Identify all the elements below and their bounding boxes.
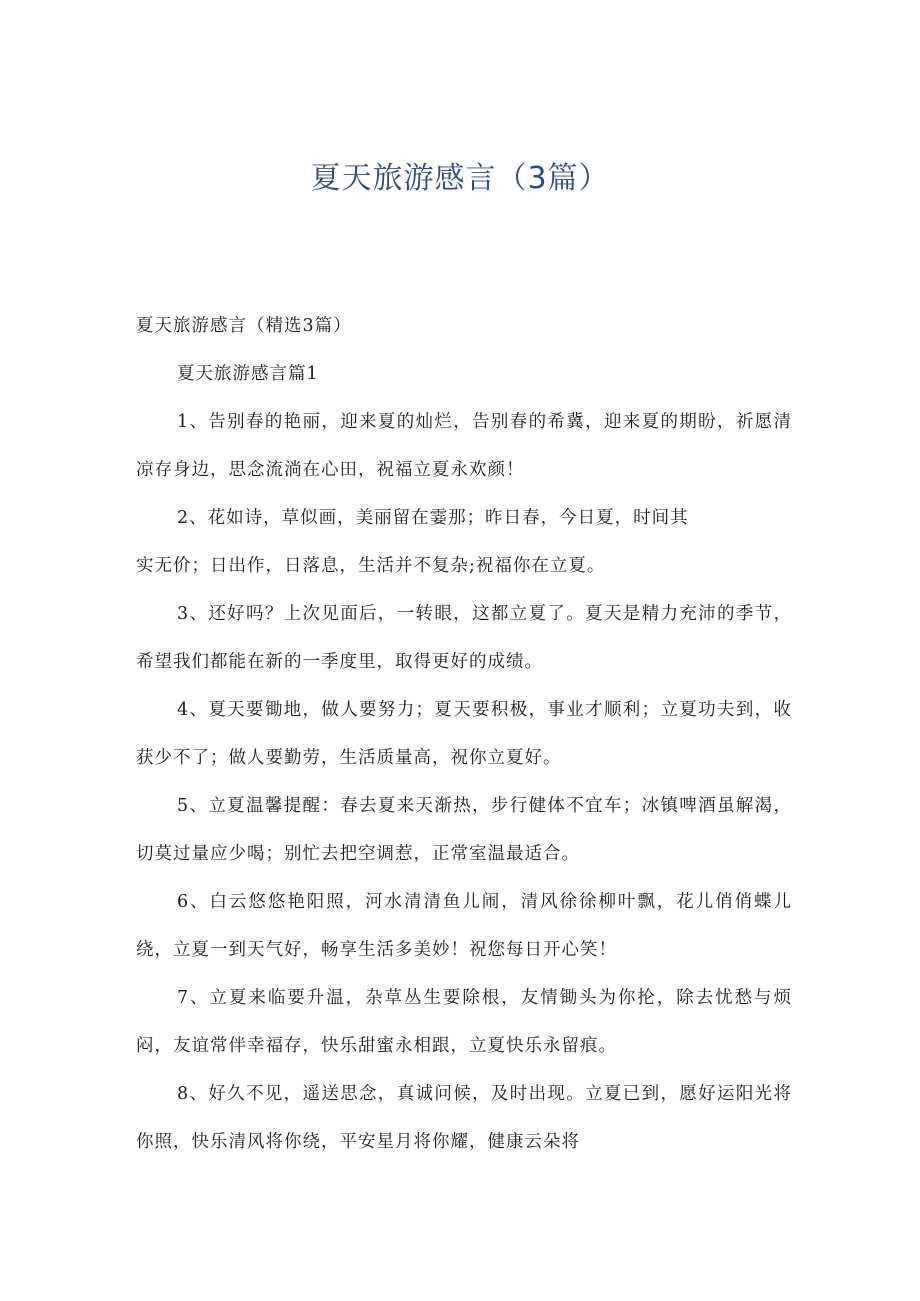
paragraph-5: 5、立夏温馨提醒：春去夏来天渐热，步行健体不宜车；冰镇啤酒虽解渴，切莫过量应少喝；别忙去把空调惹，正常室温最适合。 xyxy=(136,796,792,864)
section-heading: 夏天旅游感言篇1 xyxy=(177,364,319,384)
paragraph-2-continuation: 实无价；日出作，日落息，生活并不复杂;祝福你在立夏。 xyxy=(136,556,606,576)
document-body xyxy=(136,302,792,1166)
paragraph-2-line-1: 2、花如诗，草似画，美丽留在霎那；昨日春，今日夏，时间其 xyxy=(177,508,689,528)
document-subtitle: 夏天旅游感言（精选3篇） xyxy=(136,316,352,336)
paragraph-6: 6、白云悠悠艳阳照，河水清清鱼儿闹，清风徐徐柳叶飘，花儿俏俏蝶儿绕，立夏一到天气好，畅享生活多美妙！祝您每日开心笑！ xyxy=(136,892,792,960)
paragraph-7: 7、立夏来临要升温，杂草丛生要除根，友情锄头为你抡，除去忧愁与烦闷，友谊常伴幸福存，快乐甜蜜永相跟，立夏快乐永留痕。 xyxy=(136,988,792,1056)
paragraph-2 xyxy=(136,494,792,542)
document-title: 夏天旅游感言（3篇） xyxy=(310,161,610,196)
paragraph-3: 3、还好吗？上次见面后，一转眼，这都立夏了。夏天是精力充沛的季节，希望我们都能在新的一季度里，取得更好的成绩。 xyxy=(136,604,792,672)
paragraph-4: 4、夏天要锄地，做人要努力；夏天要积极，事业才顺利；立夏功夫到，收获少不了；做人要勤劳，生活质量高，祝你立夏好。 xyxy=(136,700,792,768)
paragraph-1: 1、告别春的艳丽，迎来夏的灿烂，告别春的希冀，迎来夏的期盼，祈愿清凉存身边，思念流淌在心田，祝福立夏永欢颜！ xyxy=(136,412,792,480)
paragraph-8: 8、好久不见，遥送思念，真诚问候，及时出现。立夏已到，愿好运阳光将你照，快乐清风将你绕，平安星月将你耀，健康云朵将 xyxy=(136,1084,792,1152)
